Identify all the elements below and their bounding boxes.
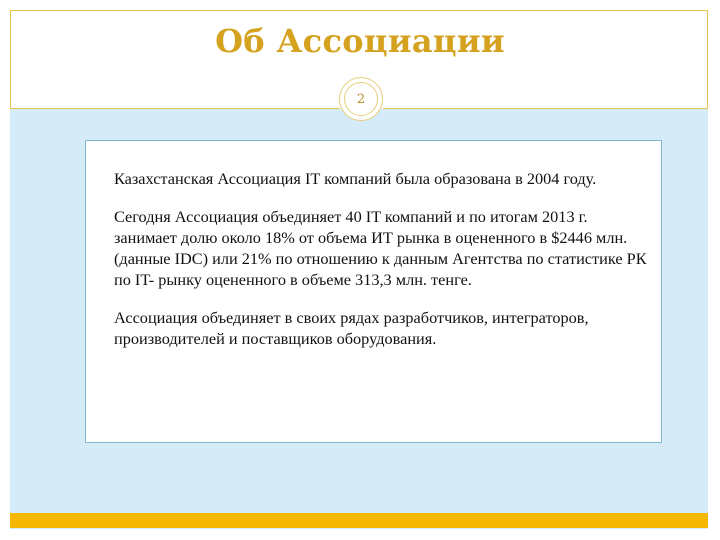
paragraph-members: Ассоциация объединяет в своих рядах разработчиков, интеграторов, производителей и поставщиков оборудования.	[114, 308, 589, 348]
text-box	[85, 140, 662, 443]
divider-left	[10, 108, 340, 109]
paragraph-founding: Казахстанская Ассоциация IT компаний была образована в 2004 году.	[114, 169, 597, 188]
page-number: 2	[344, 82, 378, 116]
paragraph-market-share: Сегодня Ассоциация объединяет 40 IT компаний и по итогам 2013 г. занимает долю около 18% от объема ИТ рынка в оцененного в $2446 млн. (данные IDC) или 21% по отношению к данным Агентства по статистике РК по IT- рынку оцененного в объеме 313,3 млн. тенге.	[114, 207, 647, 289]
slide-title: Об Ассоциации	[215, 22, 505, 60]
page-number-badge	[339, 77, 383, 121]
divider-right	[383, 108, 708, 109]
bottom-accent-bar	[10, 513, 708, 528]
